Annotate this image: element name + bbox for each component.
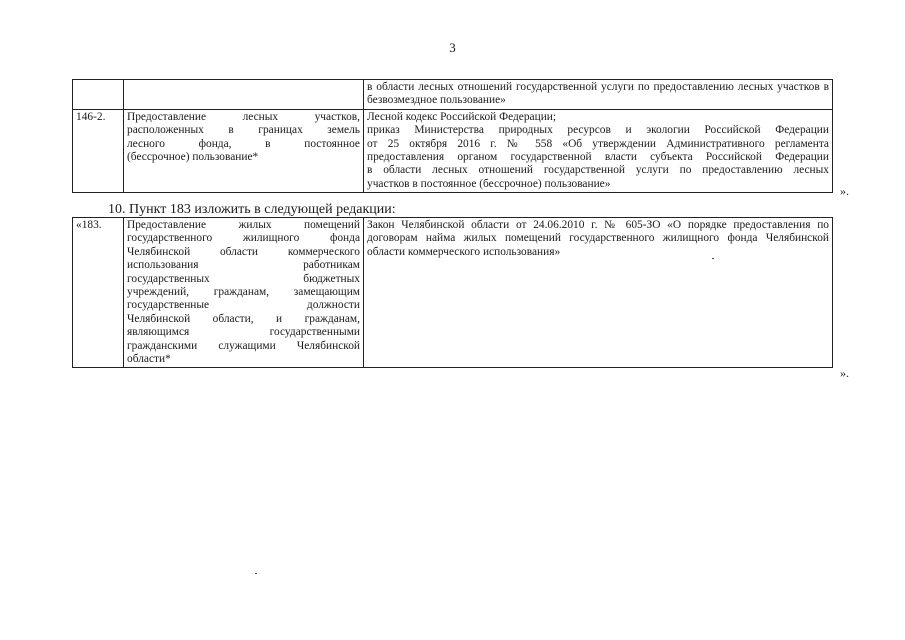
services-table-new: [72, 217, 833, 368]
service-line: гражданскими служащими Челябинской: [127, 339, 360, 352]
scan-speck: [255, 573, 257, 574]
service-line: (бессрочное) пользование*: [127, 151, 259, 164]
section-heading: 10. Пункт 183 изложить в следующей редакции:: [108, 202, 396, 217]
closing-quote: ».: [840, 184, 849, 198]
service-name-cell: [124, 109, 364, 192]
service-line: использования работникам: [127, 259, 360, 272]
service-line: государственных бюджетных: [127, 272, 360, 285]
basis-line: Лесной кодекс Российской Федерации;: [367, 110, 557, 123]
basis-line: приказ Министерства природных ресурсов и экологии Российской Федерации: [367, 124, 829, 137]
table-row: [73, 218, 833, 368]
service-line: области*: [127, 353, 171, 366]
table-row: [73, 80, 833, 110]
basis-line: в области лесных отношений государственной услуги по предоставлению лесных: [367, 164, 829, 177]
basis-line: участков в постоянное (бессрочное) пользование»: [367, 177, 611, 190]
service-line: государственные должности: [127, 299, 360, 312]
row-number-cell: [73, 80, 124, 110]
service-line: расположенных в границах земель: [127, 124, 360, 137]
service-name-cell: [124, 80, 364, 110]
service-line: Челябинской области, и гражданам,: [127, 312, 360, 325]
service-line: Предоставление жилых помещений: [127, 219, 360, 231]
service-line: Челябинской области коммерческого: [127, 245, 360, 258]
service-line: являющимся государственными: [127, 326, 360, 339]
legal-basis-cell: в области лесных отношений государственной услуги по предоставлению лесных участков в безвозмездное пользование»: [364, 80, 833, 110]
service-line: государственного жилищного фонда: [127, 232, 360, 245]
service-line: учреждений, гражданам, замещающим: [127, 286, 360, 299]
row-number-cell: «183.: [73, 218, 124, 368]
basis-line: предоставления органом государственной власти субъекта Российской Федерации: [367, 151, 829, 164]
service-name-cell: [124, 218, 364, 368]
scan-speck: [712, 258, 714, 259]
services-table-continued: [72, 79, 833, 193]
table-row: [73, 109, 833, 192]
service-line: лесного фонда, в постоянное: [127, 137, 360, 150]
legal-basis-cell: [364, 109, 833, 192]
row-number-cell: 146-2.: [73, 109, 124, 192]
basis-line: от 25 октября 2016 г. № 558 «Об утверждении Административного регламента: [367, 137, 829, 150]
service-line: Предоставление лесных участков,: [127, 110, 360, 123]
page-number: 3: [449, 40, 456, 55]
legal-basis-cell: Закон Челябинской области от 24.06.2010 г. № 605-ЗО «О порядке предоставления по договорам найма жилых помещений государственного жилищного фонда Челябинской области коммерческого использования»: [364, 218, 833, 368]
closing-quote: ».: [840, 366, 849, 380]
